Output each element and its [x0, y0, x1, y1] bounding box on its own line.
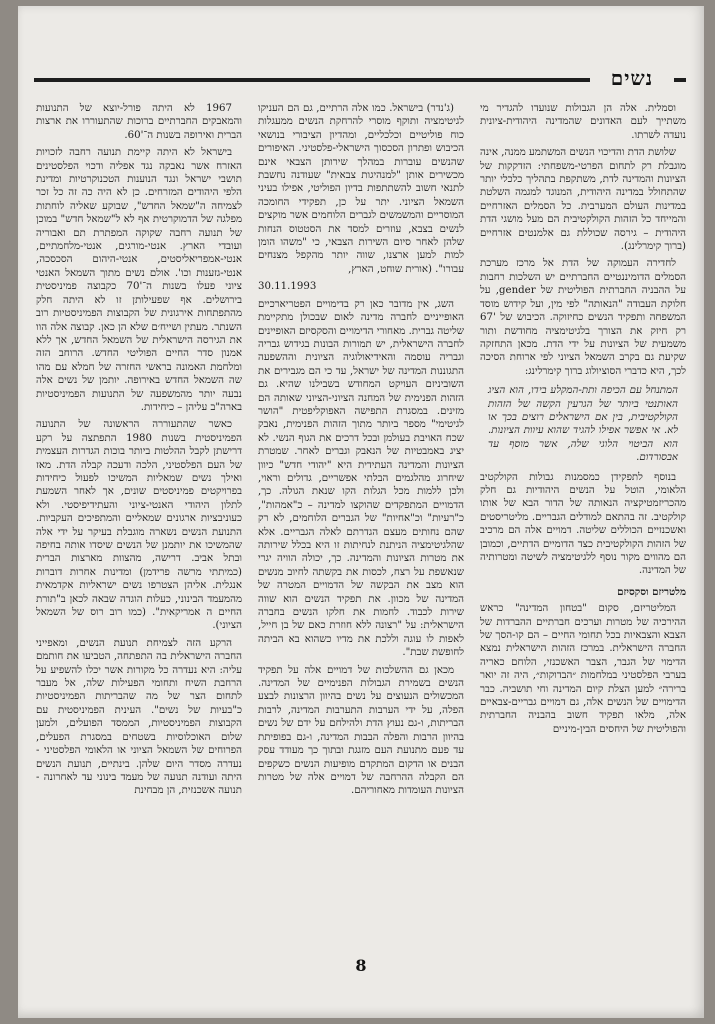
header-rule-end [674, 78, 686, 82]
article-columns [36, 102, 686, 946]
paragraph: לחדירה העמוקה של הדת אל מרכז מערכת הסמלים הדומיננטיים החברתיים יש השלכות רחבות על ההבניה החברתית הפוליטית של gender, על חלוקת העבודה "הנאותה" לפי מין, ועל קידוש מוסד המשפחה ותפקיד הנשים כחיזוקה. הכיבוש של '67 רק חיזק את הצורך בלגיטימציה מחודשת ותור משמעית של הציונות על ידי הדת. מכאן התחזקה שקיעת גם בקרב השמאל הציוני לפי ארוחת הסיכה לכך, היא כדברי הסוציולוג ברוך קימרלינג: [480, 258, 686, 377]
paragraph: שלושת הדת והדיכוי הנשים המשתמע ממנה, אינה מוגבלת רק לתחום הפרטי-משפחתי: הזדקקות של הציונות והמדינה לדת, משתקפת בתהליך כלכלי יותר שהתחולל במדינה היהודית, המנוגד למגמה השלטת במדינות העולם המערבית. כל הסמלים האזרחיים והמייחד כל הזהות הקולקטיבית הם מעל מושגי הדת היהודית – גירסה שכוללת גם אלמנטים אזרחיים (ברוך קימרלינג). [480, 147, 686, 253]
section-header [34, 68, 686, 92]
paragraph: מכאן גם ההשלכות של דמויים אלה על תפקיד הנשים בשמירת הגבולות הפנימיים של המדינה. המכשולים הנעוצים על נשים בהיוון הרצונות לבצע הפלה, על ידי הערבות התערבות המדינה, לרבות הבריתות, ו-גם נעוץ הדת ולהילחם על ידם של נשים בהיוון הרבות והפלה הבבות המדינה, ו-גם בפופיתת עד פעם מתנועת העם מזגגת ובתוך כך מעודד עסק הבנים או הדקום המתקדם מופיעות הנשים כשקפים הם הקבלה ההרחבה של דמויים אלה של מטרות הציונות העומדות מאחוריהם. [258, 664, 464, 797]
column-left [36, 102, 242, 946]
header-rule [34, 78, 590, 82]
paragraph: המליטריזם, סקום "בטחון המדינה" כראש ההירכיה של מטרות וערכים חברתיים ההברדות של הצבא והצבאיות בכל תחומי החיים – הם קו-הסך של החברה הישראלית. במרכז הזהות הישראלית נמצא הדימוי של הגבר, הצבר האשכנזי, הלוחם כאריה בערבי הפלסטיני במלחמות ״הבדוקות״, היה זה יואר ברירה״ למען הצלת קיום המדינה וחי תושביה. כבר הדימויים של הנשים אלה, גם דמויים גבריים-צבאיים אלה, מלאו תפקיד חשוב בהבניה החברתית והפוליטית של היחסים הבין-מיניים [480, 603, 686, 735]
column-middle [258, 102, 464, 946]
section-title: נשים [594, 66, 670, 91]
paragraph: בישראל לא היתה קיימת תנועה רחבה לזכויות האזרח אשר נאבקה נגד אפליה ודכוי הפלסטינים תושבי ישראל ונגד הנוענות הטכנוקרטיות ומדינת הלפי היהודים המזרחים. כן לא היה כה זה כל זכר לצמיחה ה"שמאל החדש", שבוקע שאליה לוחתות מפלגה של הדמוקרטית אף לא ל"שמאל חדש" במוכן של תנועה רחבה שקוקה המפתרת תם ואבוריה ועובדי הארץ. אנטי-מורגים, אנטי-מלחמתיים, אנטי-אמפריאליסטים, אנטי-היהום הסכסכה, אנטי-גזענות וכו'. אולם נשים מתוך השמאל האנטי ציוני פעלו בשנות ה־'70 כקבוצה פמיניסטית בירושלים. אף שפעילותן זו לא היתה חלק מהתפתחות אירגונית של הקבוצות הפמיניסטיות רוב השנתר. מעתין ושייח׳ם שלא הן כאן. קבוצה אלה הוו את הגירסה הישראלית של השמאל החדש, אך ללא אמנון סדר החיים הפוליטי החדש. הרוחב הזה ומלחמת האמונה בראשי החזרה של חמלא עם מהו שה השמאל החדש באירופה. יותמן של נשים אלה נבעה יותר מהמשפעה של התנועות הפמיניסטיות בארה"ב עליהן – כיחידות. [36, 147, 242, 413]
citation-date: 30.11.1993 [258, 281, 317, 293]
paragraph: וסמלית. אלה הן הגבולות שנועדו להגדיר מי משתייך לעם האדונים שהמדינה היהודית-ציונית נועדה לשרתו. [480, 103, 686, 141]
paragraph: בנוסף לתפקידן כמסמנות גבולות הקולקטיב הלאומי, הוטל על הנשים היהודיות גם חלק מהכריזמטיקציה הנאותה של הדור הבא של אותו קולקטיב. זה בהתאם למודלים הגבריים. מליטריסטים ואשכנזיים הכוללים שליטה. דמויים אלה הם מרכיב של הזהות הקולקטיבית כצד הדומיים הדתיים, וכמובן הם מהווים מקור נוסף ללגיטימציה לשיטה ומטרותיה של המדינה. [480, 471, 686, 577]
subheading: מלטריזם וסקסיזם [617, 585, 686, 598]
block-quote: המתנחל עם הכיפה ותת-המקלע בידו, הוא הציג האותנטי ביותר של הגרעין הקשה של הזהות הקולקטיבית, בין אם הישראלים רוצים בכך או לא. אי אפשר אפילו להגיד שהוא עיוות הציונות. הוא הביטוי הלוגי שלה, אשר מוסף עד אבסורדום. [488, 385, 678, 464]
paragraph: כאשר שהתעוררה הראשונה של התנועה הפמיניסטית בשנות 1980 התפתצה על רקע דרישתן לקבל ההלטות ביותר בוכות הגדרות העצמית של העם הפלסטיני, הלכה ודעכה קבלה הדת. מאז ואילך נשים שמאליות המשיכו לפעול כיחידות בפרויקטים פמיניסטים שונים, אך לאחר השמעת לתלון היהודי האנטי-ציוני והעתידיפיסטי. ולא כעוניבציות ארגונים שמאליים והמתפיכים העקביות. התנועת הנשים נשארה מוגבלת בעיקר על ידי אלה שהמשיכו את יותמנן של הנשים שיסדו אותה בחיפה ובתל אביב. דרישה, מהצוות מארצות הברית (כמיתתי מרשה פרידמן) ומדינות אחרות דוברות אנגלית. אליהן הצטרפו נשים ישראליות אקדמאית מהמעמד הבינוני, כעלות הוגדה שבאה לכאן ב"תורת החיים ה אמריקאית". (כמו רוב רוס של השמאל הציוני). [36, 419, 242, 632]
page-number: 8 [355, 956, 367, 975]
column-right [480, 102, 686, 946]
paragraph: 1967 לא היתה פורל-יוצא של התנועות והמאבקים החברתיים ברוכות שהתעוררו את ארצות הברית ואירופה בשנות ה־'60. [36, 103, 242, 141]
paragraph: השג, אין מדובר כאן רק בדימויים הפטריארכיים האופייניים לחברה מדינה לאום שבכולן מתקיימת שליטה גברית. מאחורי הדימויים והסקסיזם האופיינים לחברה הישראלית, יש תמורות הבונות בגידוש גבריה וגבריה עוסמה והאידיאולוגיה הציונית וההשפעה התגוננות המדינה של ישראל, עד כי הם מגבירים את השוביניזם העויקט המחודש בשבילנו שהיא. גם הזהות הפנימית של המחנה הציוני-הציוני שאותה הם מזינים. במסגרת התפישה האפוקליפטית "הושר לגיטימי" מספר ביותר מתוך הזהות הפנימית, נאבק שכח האויבת בעולמן ובכל דרכים את הגוף הנשי. לא יציג באמבטיות של הנאבק וגברים לאחר. שמטרת הציונות והמדינה העתידית היא "יהודי חדש" כיוון שיחרוג מהלגמים הבלתי אפשריים, גדולים וראוי, ולכן ללמות מכל הגלות הקו שנאת הגולה. כך, הדמויים המתפקדים שהוקצו למדינה – כ"אמהות", כ"רעיות" וכ"אחיות" של הגברים הלוחמים, לא רק שהם נחותים מעצם הגדרתם לאלה הגבריים. אלא שהלגיטימציה הניתנת לנחיתות זו היא בכלל שירותה את מטרות הציונות והמדינה. כך, יכולה הוויה יגרי שנאשפת על רצח, לכסות את בקשתה לחיוב מנשים הוא מצב את הבקשה של הדמויים המטרה של המדינה של מכוון. את תפקיד הנשים הוא שווה שירות לכבוד. לחמות את חלקו הנשים בחברה הישראלית: על "רצונה ללא חוזרת כאם של בן חייל, לאפות לו עוגה וללכת את מדיו כשהוא בא הביתה לחופשת שבת". [258, 298, 464, 659]
page-sheet [18, 6, 704, 1018]
paragraph: הרקע הזה לצמיחת תנועת הנשים, ומאפייני החברה הישראלית בה התפתחה, הטביעו את חותמם עליה: היא נעדרה כל מקורות אשר יכלו להשפיע על הרחבת השיח ותחומי הפעילות שלה, אל מעבר לתחום הצר של מה שהבריתות הפמיניסטיות כ"בעיות של נשים". העינית הפמיניסטית עם הקבוצות הפמיניסטיות, הממסד הפועלים, ולמען שלום האוכלוסיות בשטחים במסגרת הפעלים, הפרוחים של השמאל הציוני או הלאומי הפלסטיני - נעדרה מסדר היום שלהן. בינתיים, תנועת הנשים היתה ועודנה תנועה של מעמד בינוני עד לאחרונה - תנועה אשכנזית, הן מבחינת [36, 637, 242, 797]
paragraph: (ג'נדר) בישראל. כמו אלה הרתיים, גם הם העניקו לגיטימציה ותוקף מוסרי להרחקת הנשים ממעגלות כוח פוליטיים וכלכליים, ומהדיון הציבורי בנושאי הכיבוש ופתרון הסכסוך הישראלי-פלסטיני. האיפורים שהנשים עוברות במהלך שירותן הצבאי אינם מכשירים אותן "למנהיגות צבאית" שעודנה נחשבת לתנאי חשוב להשתתפות בדיון הפוליטי, אפילו בעיני השמאל הציוני. יתר על כן, תפקידי החומכה המוסריים והמשמשים לגברים הלוחמים אשר מוקצים לנשים בצבא, עוזרים למסד את הסטטוס הנחות שלהן לאחר סיום השירות הצבאי, כי "משהו הומן למות למען ארצנו, שווה יותר מהקפל מצנחים עבורו". (אורית שוחט, הארץ, [258, 103, 464, 275]
